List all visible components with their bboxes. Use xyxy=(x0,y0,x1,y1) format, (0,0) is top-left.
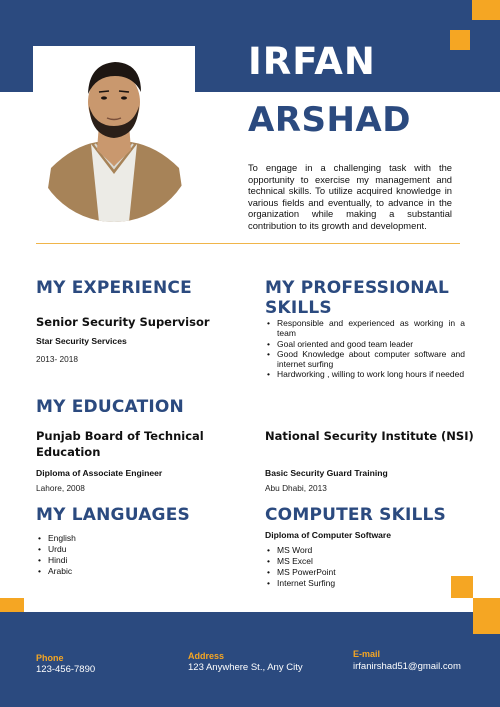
experience-company: Star Security Services xyxy=(36,336,127,346)
phone-label: Phone xyxy=(36,653,64,663)
email-value: irfanirshad51@gmail.com xyxy=(353,661,461,672)
computer-skills-title: Diploma of Computer Software xyxy=(265,530,392,540)
divider xyxy=(36,243,460,244)
languages-list xyxy=(36,533,76,577)
list-item: • Goal oriented and good team leader xyxy=(265,339,465,349)
list-item: • Responsible and experienced as working in a team xyxy=(265,318,465,339)
skills-list xyxy=(265,318,465,380)
list-item: • MS PowerPoint xyxy=(265,567,336,578)
phone-value: 123-456-7890 xyxy=(36,664,96,675)
decor-square xyxy=(473,598,500,634)
skills-heading: MY PROFESSIONAL SKILLS xyxy=(265,278,450,318)
list-item: • Arabic xyxy=(36,566,76,577)
education-location-year: Abu Dhabi, 2013 xyxy=(265,483,327,493)
experience-role: Senior Security Supervisor xyxy=(36,315,210,329)
profile-photo-illustration xyxy=(33,46,195,222)
education-school: National Security Institute (NSI) xyxy=(265,429,474,443)
education-degree: Basic Security Guard Training xyxy=(265,468,388,478)
list-item: • Hindi xyxy=(36,555,76,566)
first-name: IRFAN xyxy=(248,40,376,83)
decor-square xyxy=(472,0,500,20)
list-item: • Urdu xyxy=(36,544,76,555)
address-label: Address xyxy=(188,651,225,661)
list-item: • Good Knowledge about computer software and internet surfing xyxy=(265,349,465,370)
list-item: • English xyxy=(36,533,76,544)
summary-text: To engage in a challenging task with the opportunity to exercise my management and technical skills. To utilize acquired knowledge in various fields and eventually, to advance in the organization while making a substantial contribution to its growth and development. xyxy=(248,162,452,231)
computer-skills-heading: COMPUTER SKILLS xyxy=(265,505,446,525)
education-school: Punjab Board of Technical Education xyxy=(36,429,204,459)
contact-footer xyxy=(0,612,500,707)
education-heading: MY EDUCATION xyxy=(36,397,184,417)
list-item: • Internet Surfing xyxy=(265,578,336,589)
profile-photo xyxy=(33,46,195,222)
list-item: • MS Word xyxy=(265,545,336,556)
languages-heading: MY LANGUAGES xyxy=(36,505,190,525)
decor-square xyxy=(450,30,470,50)
education-location-year: Lahore, 2008 xyxy=(36,483,85,493)
computer-skills-list xyxy=(265,545,336,589)
education-degree: Diploma of Associate Engineer xyxy=(36,468,163,478)
email-label: E-mail xyxy=(353,649,381,659)
list-item: • MS Excel xyxy=(265,556,336,567)
address-value: 123 Anywhere St., Any City xyxy=(188,662,303,673)
experience-heading: MY EXPERIENCE xyxy=(36,278,192,298)
decor-square xyxy=(451,576,473,598)
last-name: ARSHAD xyxy=(248,100,411,140)
experience-dates: 2013- 2018 xyxy=(36,354,78,364)
list-item: • Hardworking , willing to work long hours if needed xyxy=(265,369,465,379)
